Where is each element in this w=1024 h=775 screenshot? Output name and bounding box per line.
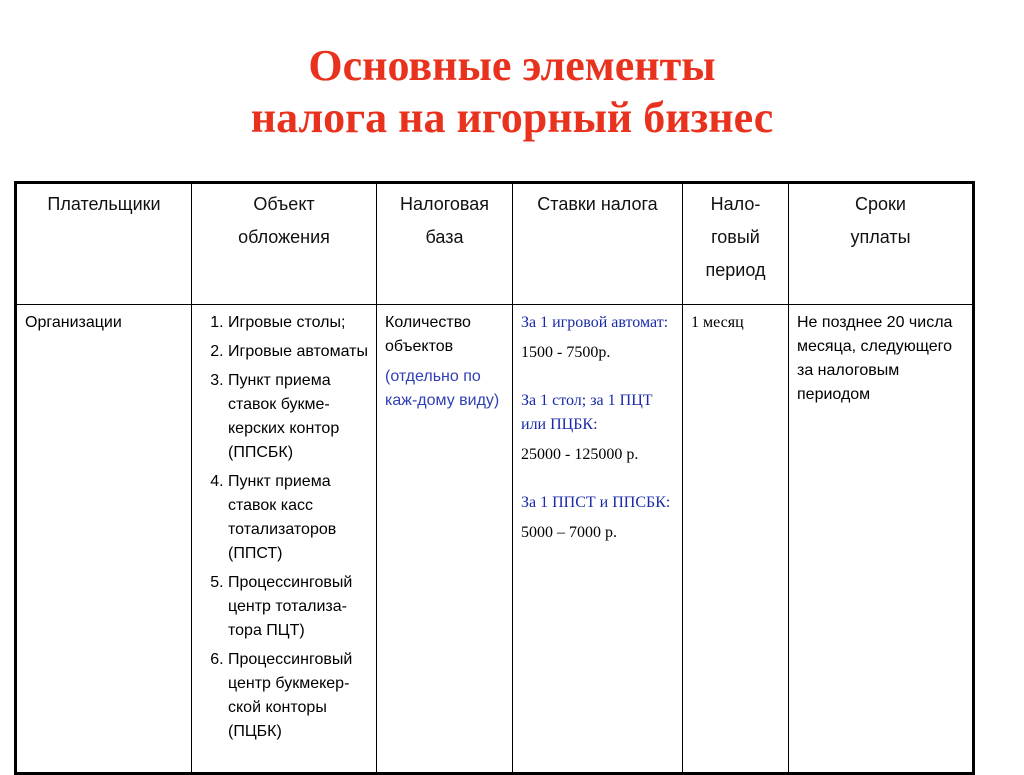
title-line-1: Основные элементы	[308, 41, 716, 90]
list-item: 4. Пункт приема ставок касс тотализаторов (ППСТ)	[228, 470, 368, 566]
objects-list	[200, 311, 368, 744]
header-object: Объект обложения	[192, 183, 377, 305]
rate-value-3: 5000 – 7000 р.	[521, 524, 617, 541]
cell-payers: Организации	[16, 305, 192, 774]
header-period: Нало- говый период	[683, 183, 789, 305]
list-item: 1. Игровые столы;	[228, 311, 368, 335]
slide-title	[0, 40, 1024, 144]
cell-period: 1 месяц	[683, 305, 789, 774]
rate-label-3: За 1 ППСТ и ППСБК:	[521, 494, 671, 511]
cell-rates	[513, 305, 683, 774]
list-item: 6. Процессинговый центр букмекер-ской конторы (ПЦБК)	[228, 648, 368, 744]
tax-elements-table	[14, 181, 975, 775]
list-item: 3. Пункт приема ставок букме-керских контор (ППСБК)	[228, 369, 368, 465]
header-rates: Ставки налога	[513, 183, 683, 305]
cell-terms: Не позднее 20 числа месяца, следующего за налоговым периодом	[789, 305, 974, 774]
header-payers: Плательщики	[16, 183, 192, 305]
rate-value-1: 1500 - 7500р.	[521, 344, 611, 361]
cell-objects	[192, 305, 377, 774]
list-item: 2. Игровые автоматы	[228, 340, 368, 364]
rate-label-2: За 1 стол; за 1 ПЦТ или ПЦБК:	[521, 392, 653, 433]
table-row	[16, 305, 974, 774]
rate-label-1: За 1 игровой автомат:	[521, 314, 669, 331]
cell-base	[377, 305, 513, 774]
base-note: (отдельно по каж-дому виду)	[385, 368, 500, 409]
table-header-row	[16, 183, 974, 305]
header-terms: Сроки уплаты	[789, 183, 974, 305]
title-line-2: налога на игорный бизнес	[250, 93, 774, 142]
list-item: 5. Процессинговый центр тотализа-тора ПЦТ)	[228, 571, 368, 643]
base-main: Количество объектов	[385, 314, 471, 355]
header-base: Налоговая база	[377, 183, 513, 305]
rate-value-2: 25000 - 125000 р.	[521, 446, 639, 463]
